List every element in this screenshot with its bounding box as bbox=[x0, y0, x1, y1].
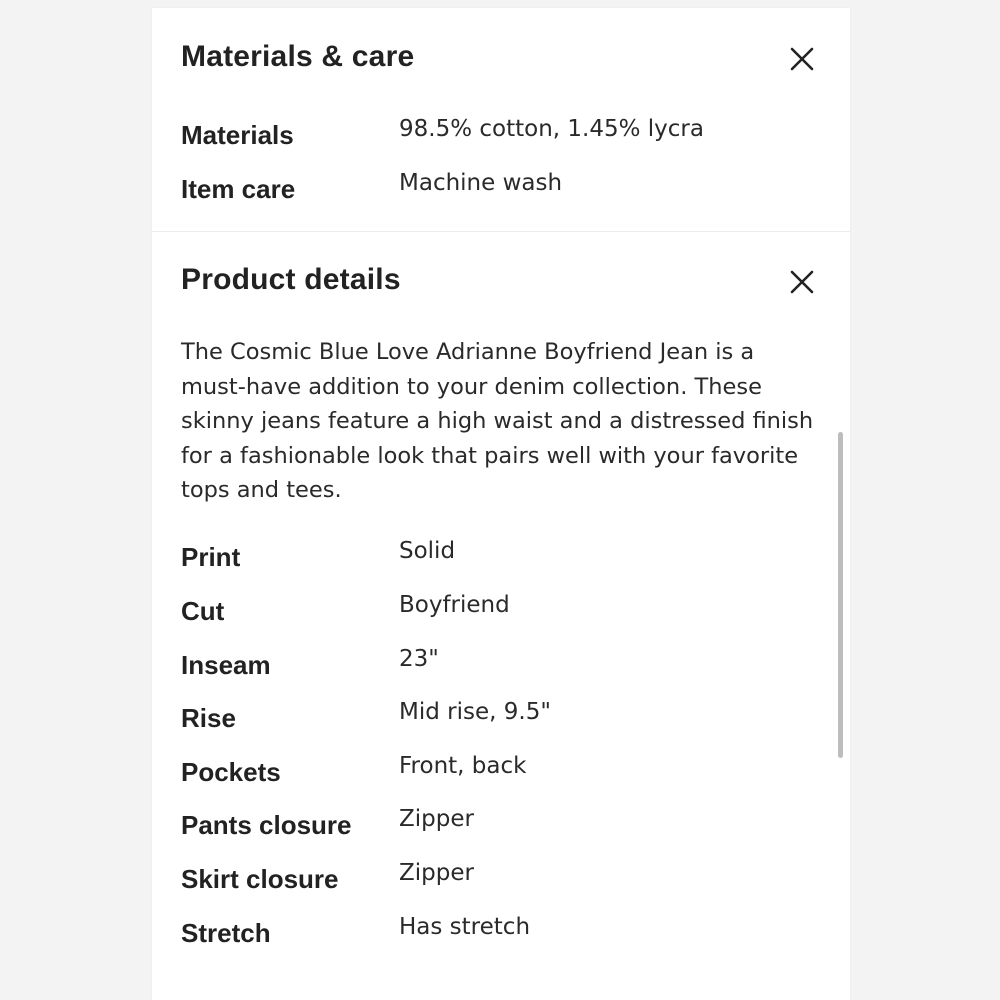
product-details-title: Product details bbox=[181, 263, 401, 296]
print-label: Print bbox=[181, 542, 241, 572]
detail-row-rise bbox=[181, 699, 821, 739]
cut-label: Cut bbox=[181, 596, 225, 626]
skirt-closure-label: Skirt closure bbox=[181, 864, 339, 894]
pants-closure-value: Zipper bbox=[399, 806, 474, 832]
skirt-closure-value: Zipper bbox=[399, 860, 474, 886]
stretch-value: Has stretch bbox=[399, 914, 531, 940]
cut-value: Boyfriend bbox=[399, 592, 510, 618]
detail-row-pockets bbox=[181, 753, 821, 793]
materials-care-title: Materials & care bbox=[181, 40, 415, 73]
stretch-label: Stretch bbox=[181, 918, 271, 948]
inseam-value: 23" bbox=[399, 646, 439, 672]
materials-label: Materials bbox=[181, 120, 294, 150]
print-value: Solid bbox=[399, 538, 456, 564]
item-care-value: Machine wash bbox=[399, 170, 563, 196]
materials-care-close-button[interactable] bbox=[786, 43, 818, 75]
detail-row-cut bbox=[181, 592, 821, 632]
item-care-row bbox=[181, 170, 821, 210]
section-divider bbox=[152, 231, 850, 232]
detail-row-inseam bbox=[181, 646, 821, 686]
item-care-label: Item care bbox=[181, 174, 296, 204]
scrollbar-thumb[interactable] bbox=[838, 432, 843, 758]
close-icon bbox=[786, 266, 818, 298]
product-details-close-button[interactable] bbox=[786, 266, 818, 298]
rise-label: Rise bbox=[181, 703, 236, 733]
pockets-label: Pockets bbox=[181, 757, 281, 787]
close-icon bbox=[786, 43, 818, 75]
materials-row bbox=[181, 116, 821, 156]
detail-row-print bbox=[181, 538, 821, 578]
product-description: The Cosmic Blue Love Adrianne Boyfriend Jean is a must-have addition to your denim collection. These skinny jeans feature a high waist and a distressed finish for a fashionable look that pairs well with your favorite tops and tees. bbox=[181, 339, 814, 503]
detail-row-pants-closure bbox=[181, 806, 821, 846]
rise-value: Mid rise, 9.5" bbox=[399, 699, 551, 725]
pants-closure-label: Pants closure bbox=[181, 810, 352, 840]
detail-row-stretch bbox=[181, 914, 821, 954]
details-panel bbox=[152, 8, 850, 1000]
inseam-label: Inseam bbox=[181, 650, 271, 680]
materials-value: 98.5% cotton, 1.45% lycra bbox=[399, 116, 704, 142]
detail-row-skirt-closure bbox=[181, 860, 821, 900]
pockets-value: Front, back bbox=[399, 753, 527, 779]
